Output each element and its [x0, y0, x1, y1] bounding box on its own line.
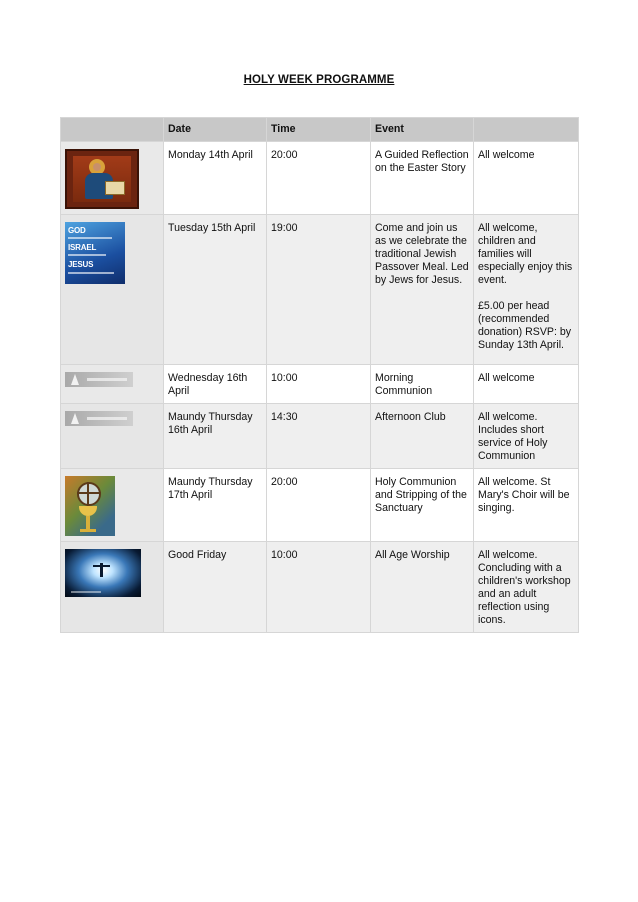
- stained-glass-chalice-image: [65, 476, 115, 536]
- table-row: [61, 215, 579, 365]
- row-date: Monday 14th April: [164, 142, 267, 215]
- table-row: [61, 365, 579, 404]
- table-row: [61, 469, 579, 542]
- row-event: Come and join us as we celebrate the traditional Jewish Passover Meal. Led by Jews for Jesus.: [371, 215, 474, 365]
- row-image-cell: [61, 365, 164, 404]
- header-image: [61, 118, 164, 142]
- page-title: HOLY WEEK PROGRAMME: [243, 74, 395, 86]
- header-event: Event: [371, 118, 474, 142]
- row-image-cell: [61, 542, 164, 633]
- row-event: Morning Communion: [371, 365, 474, 404]
- row-date: Good Friday: [164, 542, 267, 633]
- poster-text: JESUS: [68, 260, 94, 269]
- row-image-cell: [61, 404, 164, 469]
- church-logo-image: [65, 372, 133, 387]
- table-header-row: [61, 118, 579, 142]
- row-notes: [474, 404, 579, 469]
- table-row: [61, 142, 579, 215]
- row-time: 14:30: [267, 404, 371, 469]
- row-note: All welcome. Concluding with a children's workshop and an adult reflection using icons.: [478, 549, 571, 626]
- row-notes: [474, 469, 579, 542]
- header-date: Date: [164, 118, 267, 142]
- row-time: 10:00: [267, 365, 371, 404]
- table-row: [61, 542, 579, 633]
- programme-table: [60, 117, 579, 633]
- row-time: 20:00: [267, 469, 371, 542]
- row-notes: [474, 142, 579, 215]
- row-note: All welcome, children and families will especially enjoy this event.: [478, 222, 573, 286]
- row-note: All welcome: [478, 372, 535, 384]
- row-event: All Age Worship: [371, 542, 474, 633]
- header-notes: [474, 118, 579, 142]
- row-note: All welcome: [478, 149, 535, 161]
- row-date: Maundy Thursday 16th April: [164, 404, 267, 469]
- row-event: Afternoon Club: [371, 404, 474, 469]
- row-event: A Guided Reflection on the Easter Story: [371, 142, 474, 215]
- icon-painting-image: [65, 149, 139, 209]
- poster-text: GOD: [68, 226, 86, 235]
- row-date: Tuesday 15th April: [164, 215, 267, 365]
- row-note: £5.00 per head (recommended donation) RSVP: by Sunday 13th April.: [478, 300, 572, 351]
- row-notes: [474, 365, 579, 404]
- row-time: 10:00: [267, 542, 371, 633]
- passover-poster-image: [65, 222, 125, 284]
- row-note: All welcome. St Mary's Choir will be singing.: [478, 476, 570, 514]
- row-notes: [474, 542, 579, 633]
- row-image-cell: [61, 215, 164, 365]
- row-time: 20:00: [267, 142, 371, 215]
- row-date: Maundy Thursday 17th April: [164, 469, 267, 542]
- row-image-cell: [61, 142, 164, 215]
- row-date: Wednesday 16th April: [164, 365, 267, 404]
- row-image-cell: [61, 469, 164, 542]
- row-notes: [474, 215, 579, 365]
- row-event: Holy Communion and Stripping of the Sanctuary: [371, 469, 474, 542]
- header-time: Time: [267, 118, 371, 142]
- row-note: All welcome. Includes short service of Holy Communion: [478, 411, 548, 462]
- table-row: [61, 404, 579, 469]
- row-time: 19:00: [267, 215, 371, 365]
- crucifix-light-image: [65, 549, 141, 597]
- church-logo-image: [65, 411, 133, 426]
- poster-text: ISRAEL: [68, 243, 97, 252]
